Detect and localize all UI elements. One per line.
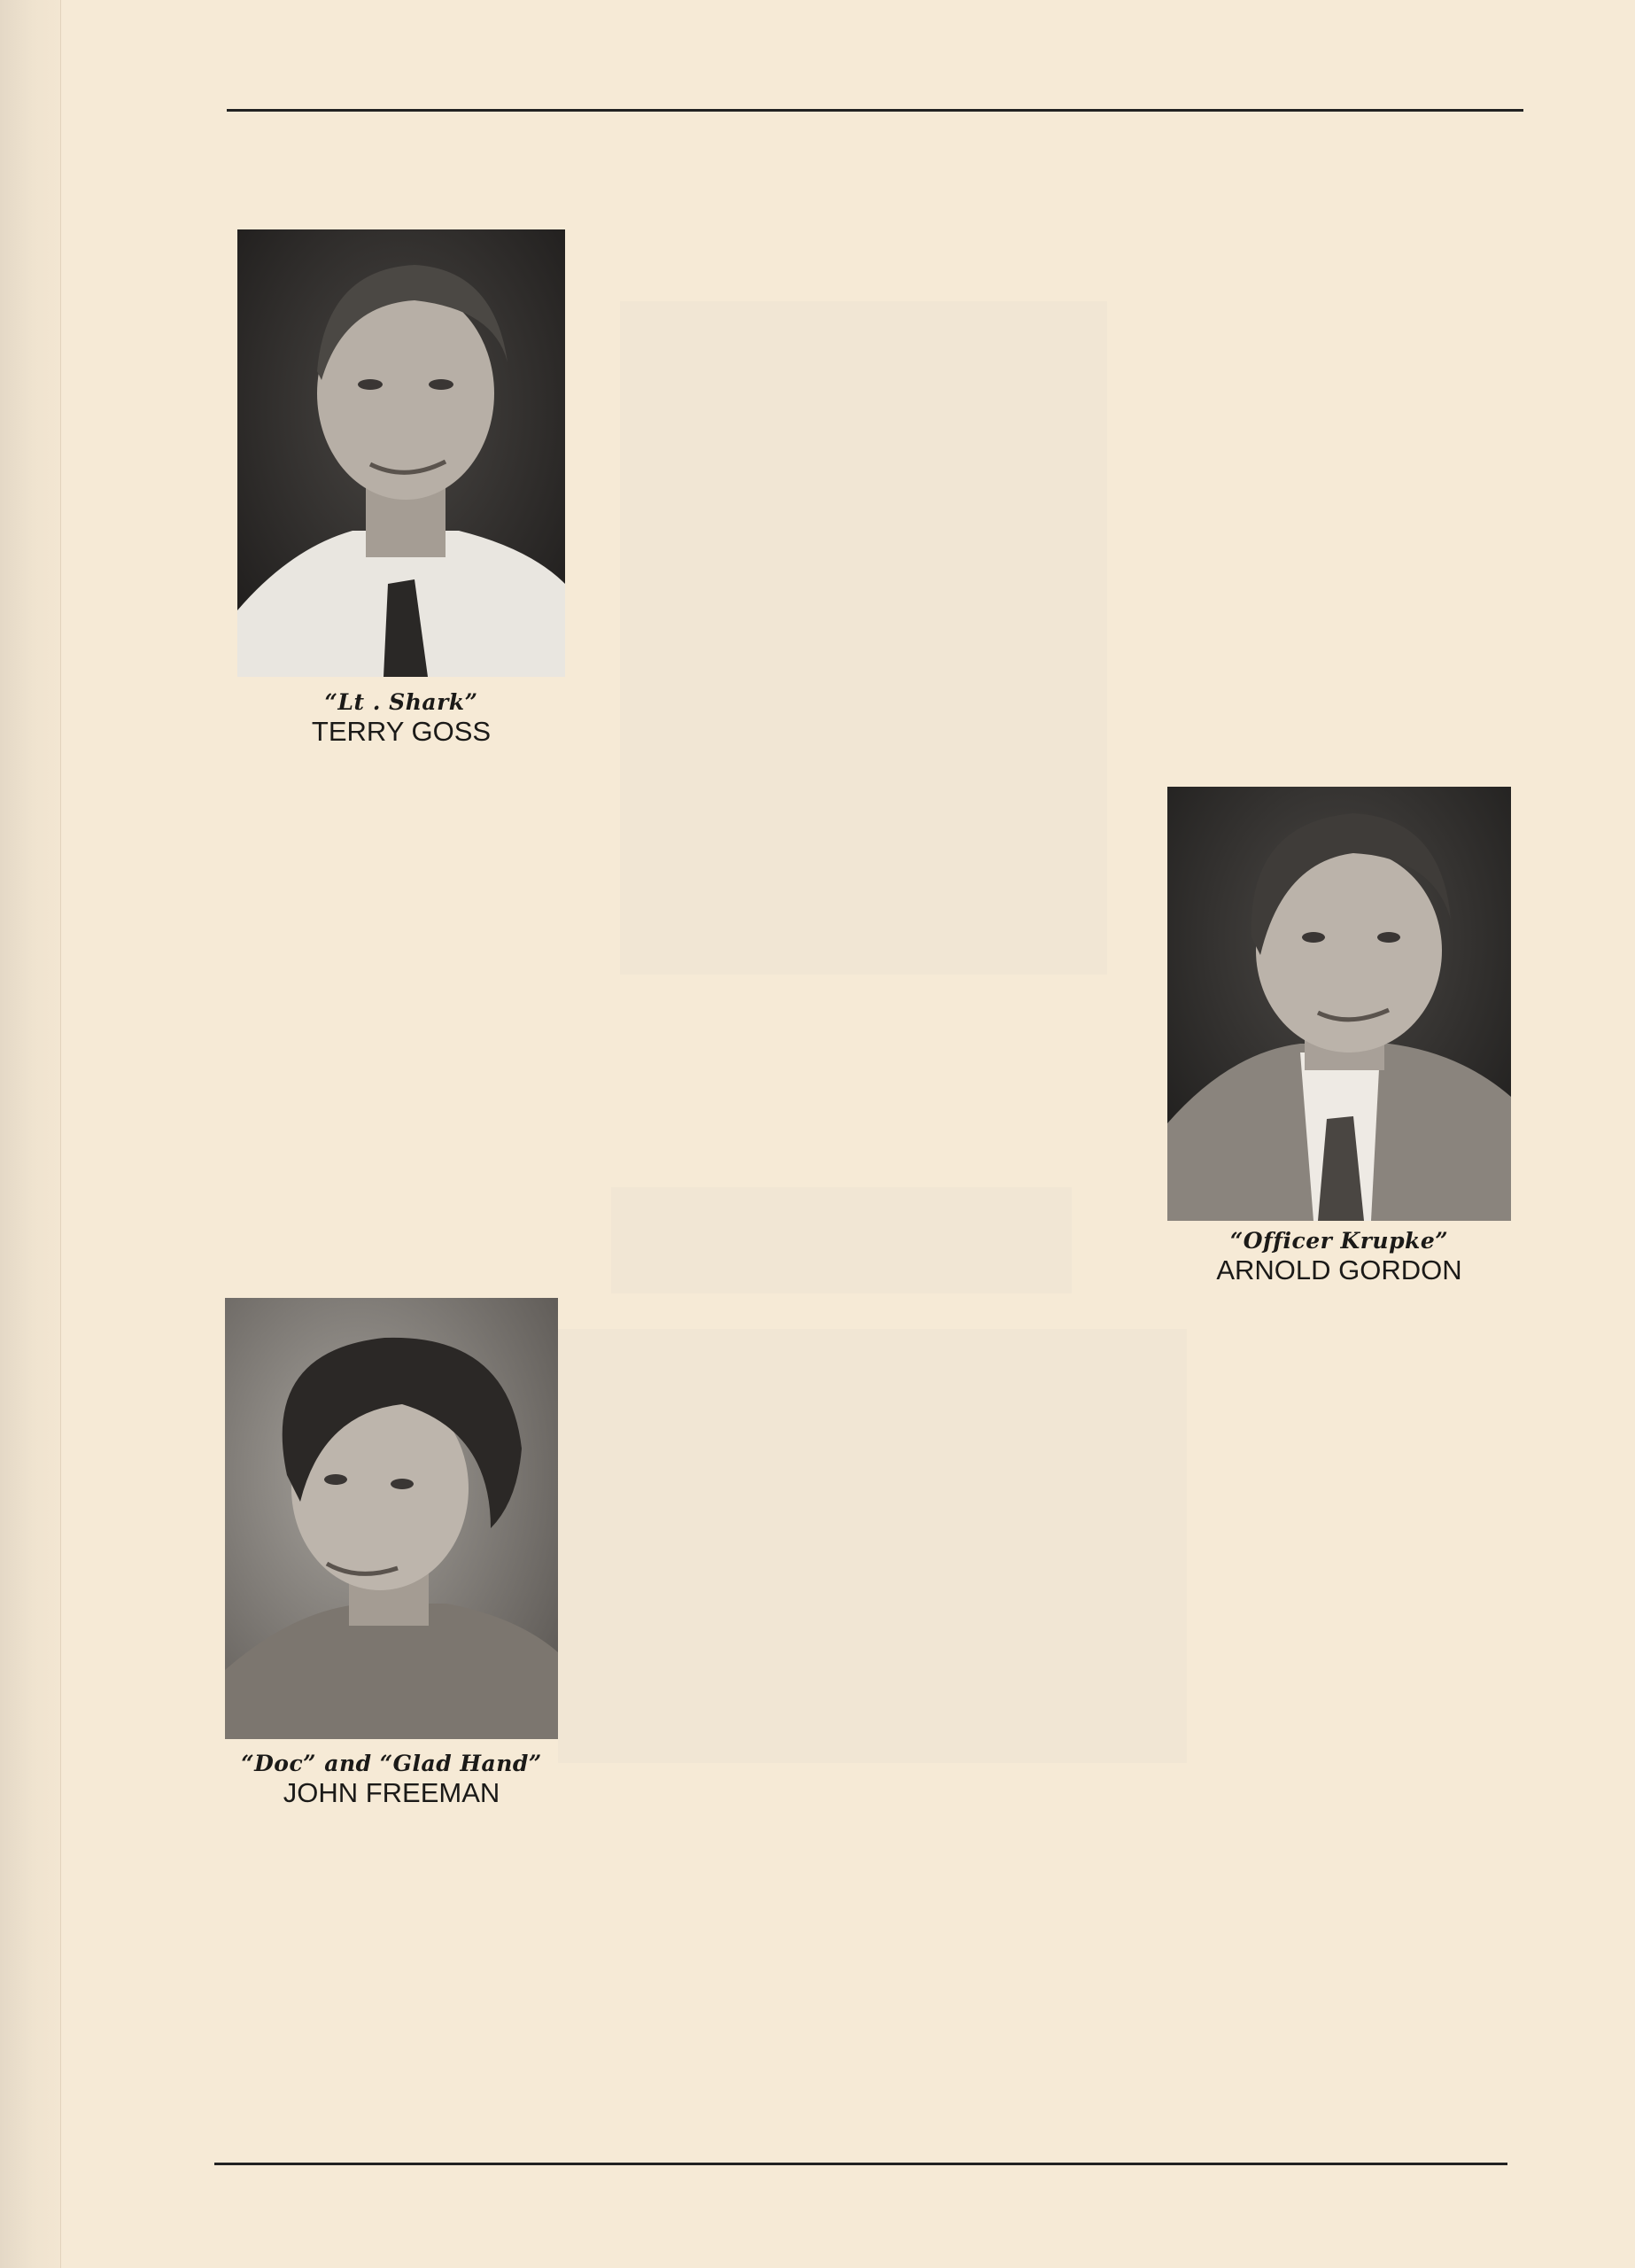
cast-caption [1167,1230,1511,1285]
portrait-arnold-gordon [1167,787,1511,1221]
bleed-through-photo [611,1187,1072,1293]
character-name: “Officer Krupke” [1229,1228,1449,1254]
bottom-rule [214,2163,1507,2165]
actor-name: TERRY GOSS [311,716,492,748]
actor-name: ARNOLD GORDON [1216,1254,1462,1286]
top-rule [227,109,1523,112]
cast-caption [204,1752,579,1808]
bleed-through-photo [620,301,1107,975]
portrait-john-freeman [225,1298,558,1739]
actor-name: JOHN FREEMAN [283,1777,500,1809]
binding-spine [0,0,61,2268]
character-name: “Doc” and “Glad Hand” [241,1751,542,1776]
bleed-through-photo [558,1329,1187,1763]
cast-caption [237,691,565,747]
portrait-terry-goss [237,229,565,677]
character-name: “Lt . Shark” [324,689,478,715]
